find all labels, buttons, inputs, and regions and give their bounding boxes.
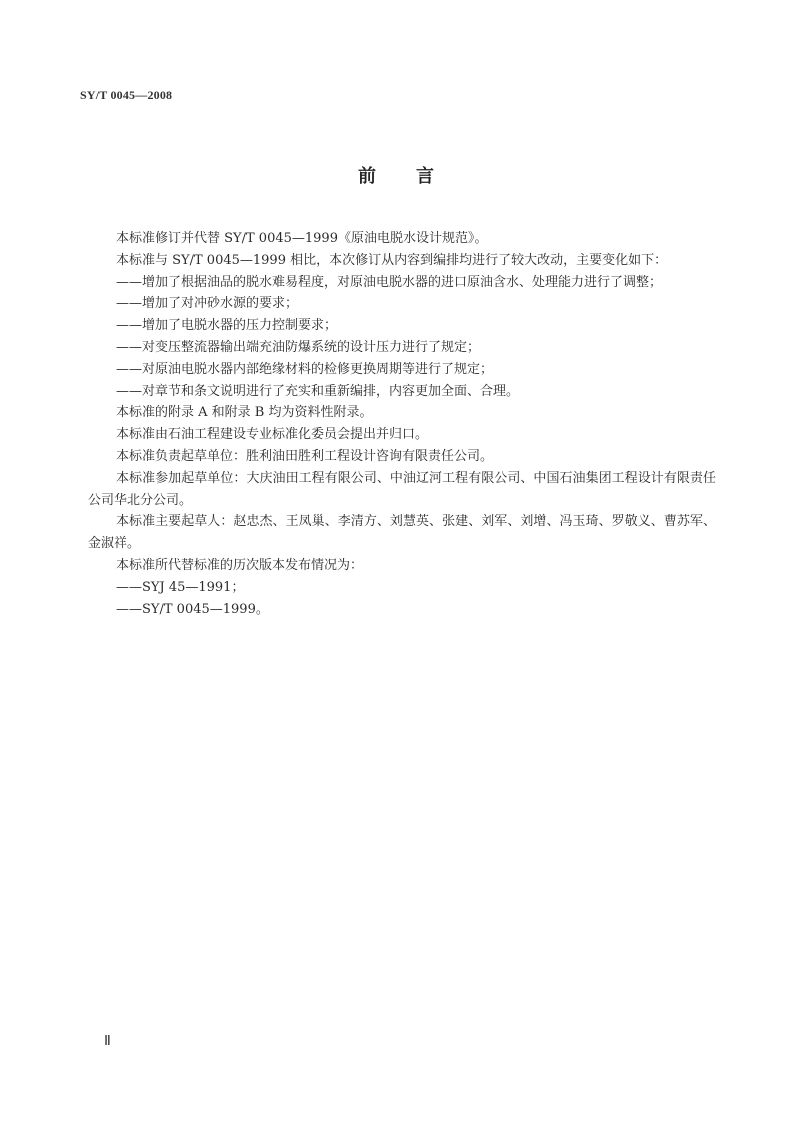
page-number: Ⅱ [104,1034,111,1049]
list-item-change-3: ——增加了电脱水器的压力控制要求； [116,318,338,334]
list-item-change-4: ——对变压整流器输出端充油防爆系统的设计压力进行了规定； [116,339,481,355]
paragraph-supersedes: 本标准修订并代替 SY/T 0045—1999《原油电脱水设计规范》。 [116,231,488,246]
list-item-change-2: ——增加了对冲砂水源的要求； [116,296,299,312]
list-item-history-2: ——SY/T 0045—1999。 [116,601,269,617]
paragraph-participating-units: 本标准参加起草单位：大庆油田工程有限公司、中油辽河工程有限公司、中国石油集团工程设计有限责任公司华北分公司。 [88,470,716,508]
paragraph-history-intro: 本标准所代替标准的历次版本发布情况为： [116,557,364,573]
standard-code-header: SY/T 0045—2008 [80,88,173,102]
list-item-change-1: ——增加了根据油品的脱水难易程度，对原油电脱水器的进口原油含水、处理能力进行了调整； [116,274,663,290]
paragraph-appendices: 本标准的附录 A 和附录 B 均为资料性附录。 [116,405,373,421]
page-title: 前言 [358,166,474,187]
list-item-history-1: ——SYJ 45—1991； [116,579,245,595]
paragraph-drafters: 本标准主要起草人：赵忠杰、王凤巢、李清方、刘慧英、张建、刘军、刘增、冯玉琦、罗敬义、曹苏军、金淑祥。 [88,514,716,552]
paragraph-changes-intro: 本标准与 SY/T 0045—1999 相比，本次修订从内容到编排均进行了较大改动，主要变化如下： [116,252,668,268]
paragraph-drafting-unit: 本标准负责起草单位：胜利油田胜利工程设计咨询有限责任公司。 [116,448,494,464]
list-item-change-6: ——对章节和条文说明进行了充实和重新编排，内容更加全面、合理。 [116,383,520,399]
paragraph-proposed-by: 本标准由石油工程建设专业标准化委员会提出并归口。 [116,427,429,443]
list-item-change-5: ——对原油电脱水器内部绝缘材料的检修更换周期等进行了规定； [116,361,494,377]
foreword-body [88,228,716,620]
